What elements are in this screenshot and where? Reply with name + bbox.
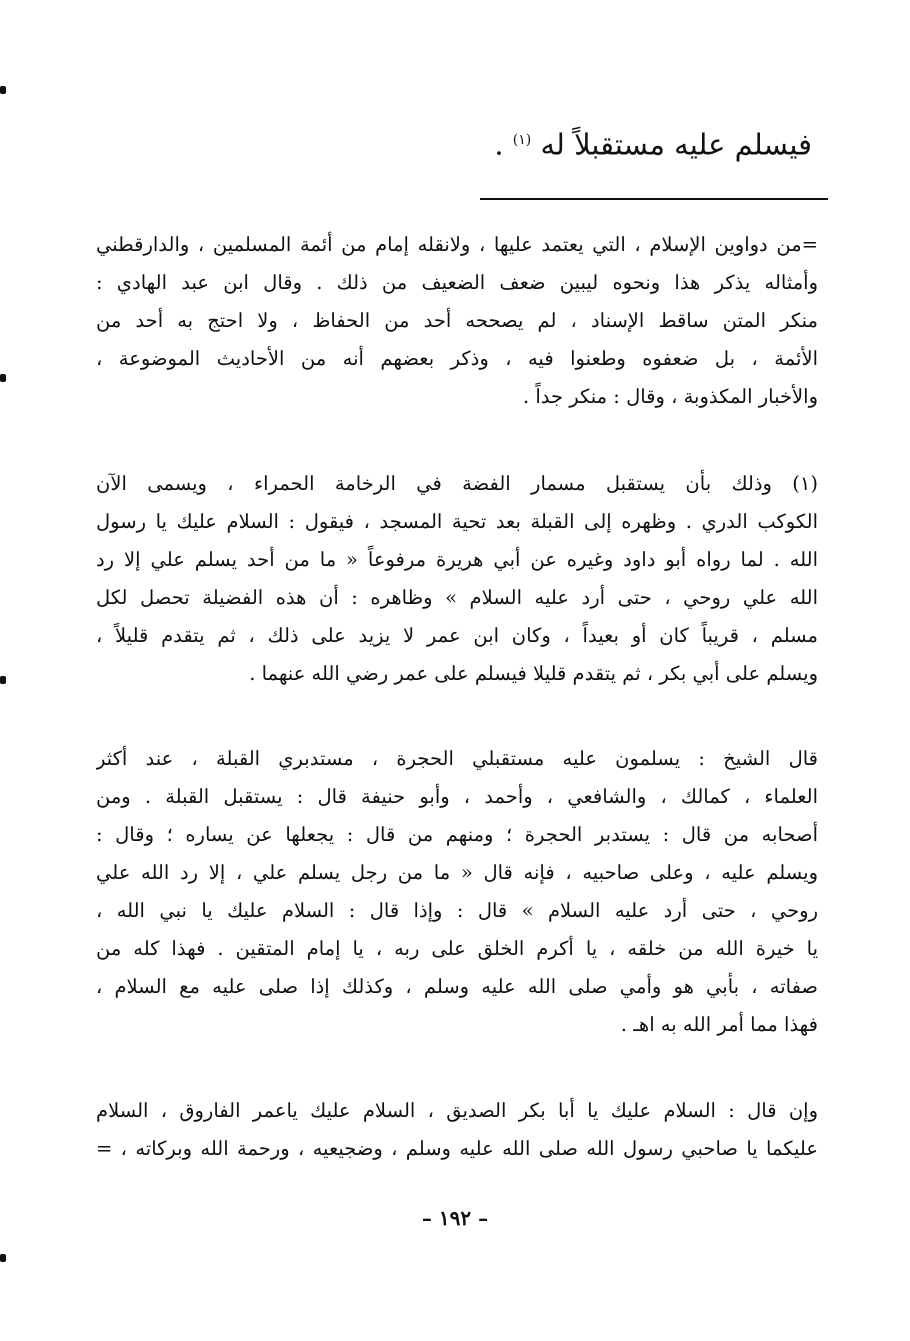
text-line: الله علي روحي ، حتى أرد عليه السلام » وظاهره : أن هذه الفضيلة تحصل لكل xyxy=(96,586,818,609)
footnote-1 xyxy=(96,465,818,693)
text-line: وإن قال : السلام عليك يا أبا بكر الصديق ، السلام عليك ياعمر الفاروق ، السلام xyxy=(96,1099,818,1122)
main-text: فيسلم عليه مستقبلاً له xyxy=(540,127,812,162)
text-line: العلماء ، كمالك ، والشافعي ، وأحمد ، وأبو حنيفة قال : يستقبل القبلة . ومن xyxy=(96,785,818,808)
text-line: والأخبار المكذوبة ، وقال : منكر جداً . xyxy=(522,385,818,408)
margin-mark xyxy=(0,86,6,94)
text-line: يا خيرة الله من خلقه ، يا أكرم الخلق على ربه ، يا إمام المتقين . فهذا كله من xyxy=(96,937,818,960)
text-line: منكر المتن ساقط الإسناد ، لم يصححه أحد من الحفاظ ، ولا احتج به أحد من xyxy=(96,309,818,332)
footnote-divider xyxy=(480,198,828,200)
commentary-paragraph-2 xyxy=(96,1092,818,1168)
margin-mark xyxy=(0,374,6,382)
text-line: وأمثاله يذكر هذا ونحوه ليبين ضعف الضعيف من ذلك . وقال ابن عبد الهادي : xyxy=(96,271,818,294)
text-line: مسلم ، قريباً كان أو بعيداً ، وكان ابن عمر لا يزيد على ذلك ، ثم يتقدم قليلاً ، xyxy=(96,624,818,647)
text-line: أصحابه من قال : يستدبر الحجرة ؛ ومنهم من قال : يجعلها عن يساره ؛ وقال : xyxy=(96,823,818,846)
text-line: ويسلم عليه ، وعلى صاحبيه ، فإنه قال « ما من رجل يسلم علي ، إلا رد الله علي xyxy=(96,861,818,884)
commentary-paragraph xyxy=(96,740,818,1044)
footnote-reference: (١) xyxy=(512,132,532,148)
text-line: الأئمة ، بل ضعفوه وطعنوا فيه ، وذكر بعضهم أنه من الأحاديث الموضوعة ، xyxy=(96,347,818,370)
text-line: الله . لما رواه أبو داود وغيره عن أبي هريرة مرفوعاً « ما من أحد يسلم علي إلا رد xyxy=(96,548,818,571)
main-text-end: . xyxy=(494,127,504,162)
text-line: روحي ، حتى أرد عليه السلام » قال : وإذا قال : السلام عليك يا نبي الله ، xyxy=(96,899,818,922)
text-line: فهذا مما أمر الله به اهـ . xyxy=(620,1013,818,1036)
text-line: صفاته ، بأبي هو وأمي صلى الله عليه وسلم ، وكذلك إذا صلى عليه مع السلام ، xyxy=(96,975,818,998)
text-line: =من دواوين الإسلام ، التي يعتمد عليها ، ولانقله إمام من أئمة المسلمين ، والدارقطني xyxy=(96,233,818,256)
text-line: الكوكب الدري . وظهره إلى القبلة بعد تحية المسجد ، فيقول : السلام عليك يا رسول xyxy=(96,510,818,533)
text-line: عليكما يا صاحبي رسول الله صلى الله عليه وسلم ، وضجيعيه ، ورحمة الله وبركاته ، = xyxy=(96,1137,818,1160)
text-line: قال الشيخ : يسلمون عليه مستقبلي الحجرة ، مستدبري القبلة ، عند أكثر xyxy=(96,747,818,770)
footnote-continuation xyxy=(96,226,818,416)
margin-mark xyxy=(0,1254,6,1262)
page-number: – ١٩٢ – xyxy=(421,1206,489,1230)
text-line: ويسلم على أبي بكر ، ثم يتقدم قليلا فيسلم على عمر رضي الله عنهما . xyxy=(249,662,818,685)
text-line: (١) وذلك بأن يستقبل مسمار الفضة في الرخامة الحمراء ، ويسمى الآن xyxy=(96,472,818,495)
margin-mark xyxy=(0,676,6,684)
main-text-line xyxy=(392,118,812,167)
